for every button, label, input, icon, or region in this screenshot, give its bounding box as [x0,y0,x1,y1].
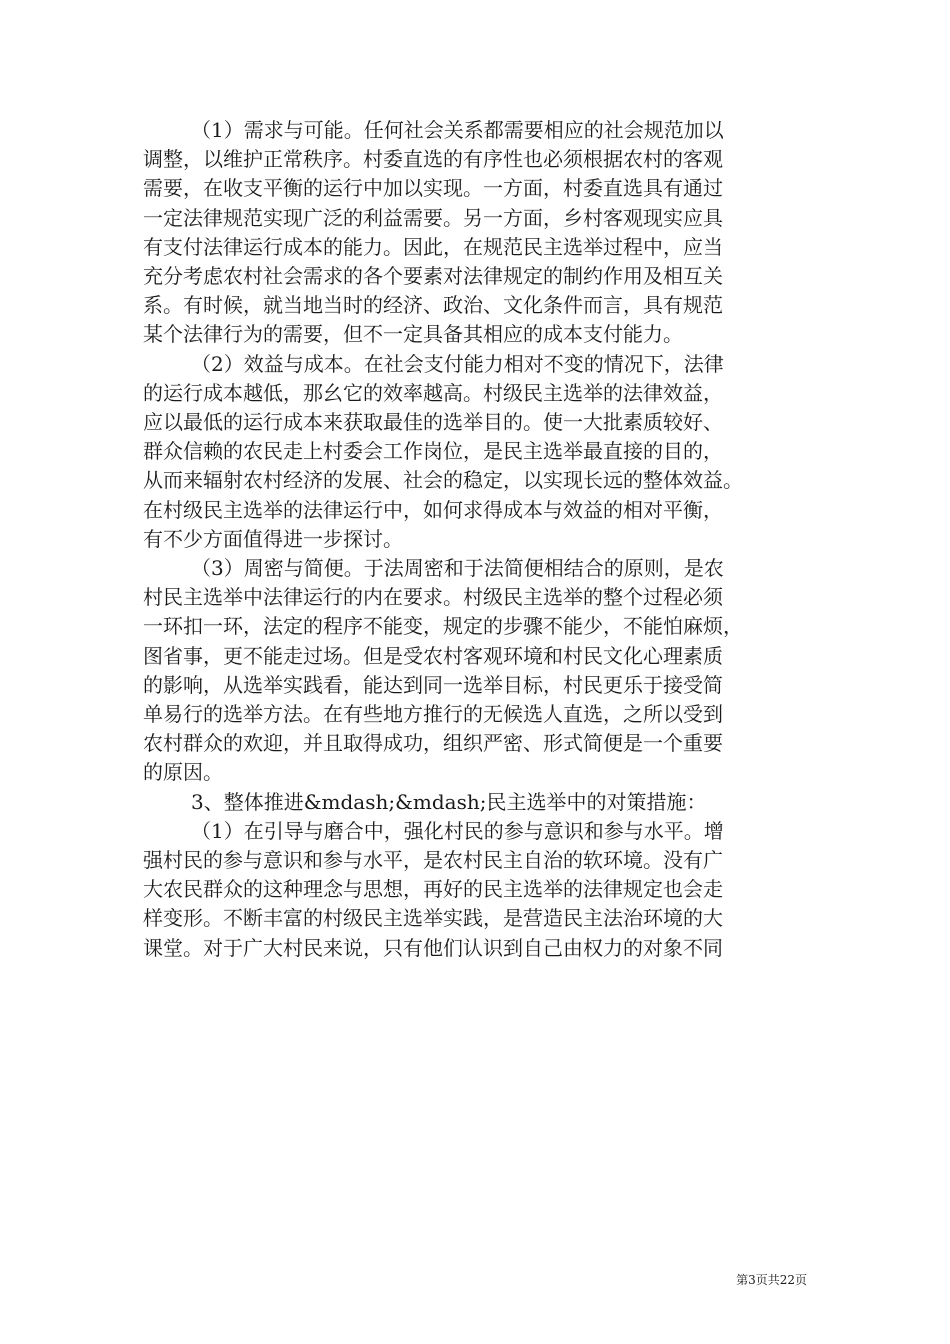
text-line: 在村级民主选举的法律运行中，如何求得成本与效益的相对平衡， [143,497,723,522]
document-body [143,116,823,963]
text-line: 样变形。不断丰富的村级民主选举实践，是营造民主法治环境的大 [143,906,723,931]
text-line: （1）在引导与磨合中，强化村民的参与意识和参与水平。增 [191,818,724,843]
text-line: 大农民群众的这种理念与思想，再好的民主选举的法律规定也会走 [143,877,723,902]
text-line: 从而来辐射农村经济的发展、社会的稳定，以实现长远的整体效益。 [143,468,743,493]
text-line: 的原因。 [143,760,223,785]
text-line: 一定法律规范实现广泛的利益需要。另一方面，乡村客观现实应具 [143,205,723,230]
text-line: 需要，在收支平衡的运行中加以实现。一方面，村委直选具有通过 [143,176,723,201]
text-line: 有支付法律运行成本的能力。因此，在规范民主选举过程中，应当 [143,234,723,259]
text-line: 系。有时候，就当地当时的经济、政治、文化条件而言，具有规范 [143,293,723,318]
text-line: 的影响，从选举实践看，能达到同一选举目标，村民更乐于接受简 [143,672,723,697]
paragraph [143,554,823,788]
paragraph [143,116,823,350]
paragraph [143,788,823,817]
page-number: 第3页共22页 [736,1273,807,1287]
text-line: 强村民的参与意识和参与水平，是农村民主自治的软环境。没有广 [143,848,723,873]
text-line: 有不少方面值得进一步探讨。 [143,526,403,551]
text-line: （1）需求与可能。任何社会关系都需要相应的社会规范加以 [191,118,724,142]
text-line: 图省事，更不能走过场。但是受农村客观环境和村民文化心理素质 [143,643,723,668]
text-line: 的运行成本越低，那幺它的效率越高。村级民主选举的法律效益， [143,380,723,405]
text-line: 3、整体推进&mdash;&mdash;民主选举中的对策措施： [191,789,707,814]
text-line: 调整，以维护正常秩序。村委直选的有序性也必须根据农村的客观 [143,147,723,172]
paragraph [143,817,823,963]
text-line: （2）效益与成本。在社会支付能力相对不变的情况下，法律 [191,351,724,376]
text-line: 某个法律行为的需要，但不一定具备其相应的成本支付能力。 [143,322,683,347]
text-line: 村民主选举中法律运行的内在要求。村级民主选举的整个过程必须 [143,585,723,610]
text-line: 充分考虑农村社会需求的各个要素对法律规定的制约作用及相互关 [143,264,723,289]
text-line: 课堂。对于广大村民来说，只有他们认识到自己由权力的对象不同 [143,935,723,960]
text-line: 群众信赖的农民走上村委会工作岗位，是民主选举最直接的目的， [143,439,723,464]
text-line: （3）周密与简便。于法周密和于法简便相结合的原则，是农 [191,556,724,581]
paragraph [143,350,823,554]
text-line: 应以最低的运行成本来获取最佳的选举目的。使一大批素质较好、 [143,410,723,435]
text-line: 单易行的选举方法。在有些地方推行的无候选人直选，之所以受到 [143,702,723,727]
text-line: 农村群众的欢迎，并且取得成功，组织严密、形式简便是一个重要 [143,731,723,756]
text-line: 一环扣一环，法定的程序不能变，规定的步骤不能少，不能怕麻烦， [143,614,743,639]
